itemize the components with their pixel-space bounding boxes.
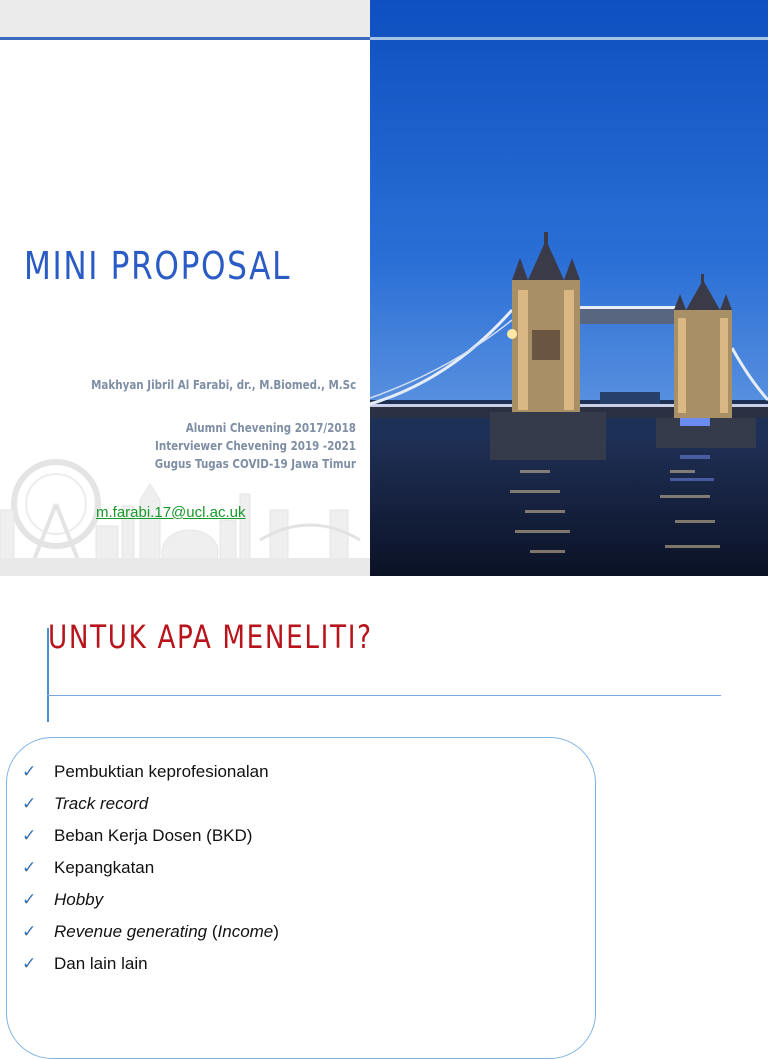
- check-icon: ✓: [22, 954, 37, 974]
- check-icon: ✓: [22, 858, 37, 878]
- list-item-text-italic: Revenue generating: [54, 922, 208, 941]
- tower-bridge-photo: [370, 0, 768, 576]
- list-item: [22, 820, 279, 852]
- slide-title: UNTUK APA MENELITI?: [48, 618, 373, 656]
- title-horizontal-rule: [47, 695, 721, 696]
- list-item-text: Dan lain lain: [54, 954, 148, 973]
- credential-line: Alumni Chevening 2017/2018: [185, 421, 356, 435]
- content-slide: [0, 576, 768, 1024]
- top-bar: [0, 0, 370, 38]
- slide-title: MINI PROPOSAL: [24, 244, 292, 288]
- list-item: [22, 788, 279, 820]
- list-item-text: Hobby: [54, 890, 104, 909]
- list-item: [22, 756, 279, 788]
- check-icon: ✓: [22, 794, 37, 814]
- list-item-text: Kepangkatan: [54, 858, 155, 877]
- list-item-text-italic: Income: [217, 922, 274, 941]
- list-item-text: [54, 922, 279, 942]
- list-item: [22, 852, 279, 884]
- author-credentials: [155, 419, 356, 473]
- photo-accent-line: [370, 37, 768, 40]
- list-item: [22, 884, 279, 916]
- list-item: [22, 916, 279, 948]
- check-icon: ✓: [22, 762, 37, 782]
- credential-line: Interviewer Chevening 2019 -2021: [155, 439, 356, 453]
- list-item-text: Beban Kerja Dosen (BKD): [54, 826, 253, 845]
- list-item-text-plain: ): [273, 922, 279, 941]
- top-accent-line: [0, 37, 370, 40]
- bullet-list: [22, 756, 279, 980]
- check-icon: ✓: [22, 826, 37, 846]
- credential-line: Gugus Tugas COVID-19 Jawa Timur: [154, 457, 356, 471]
- email-link[interactable]: m.farabi.17@ucl.ac.uk: [96, 504, 246, 521]
- list-item-text: Track record: [54, 794, 149, 813]
- author-name: Makhyan Jibril Al Farabi, dr., M.Biomed., M.Sc: [90, 378, 356, 392]
- check-icon: ✓: [22, 890, 37, 910]
- list-item-text-plain: (: [207, 922, 218, 941]
- list-item-text: Pembuktian keprofesionalan: [54, 762, 269, 781]
- list-item: [22, 948, 279, 980]
- check-icon: ✓: [22, 922, 37, 942]
